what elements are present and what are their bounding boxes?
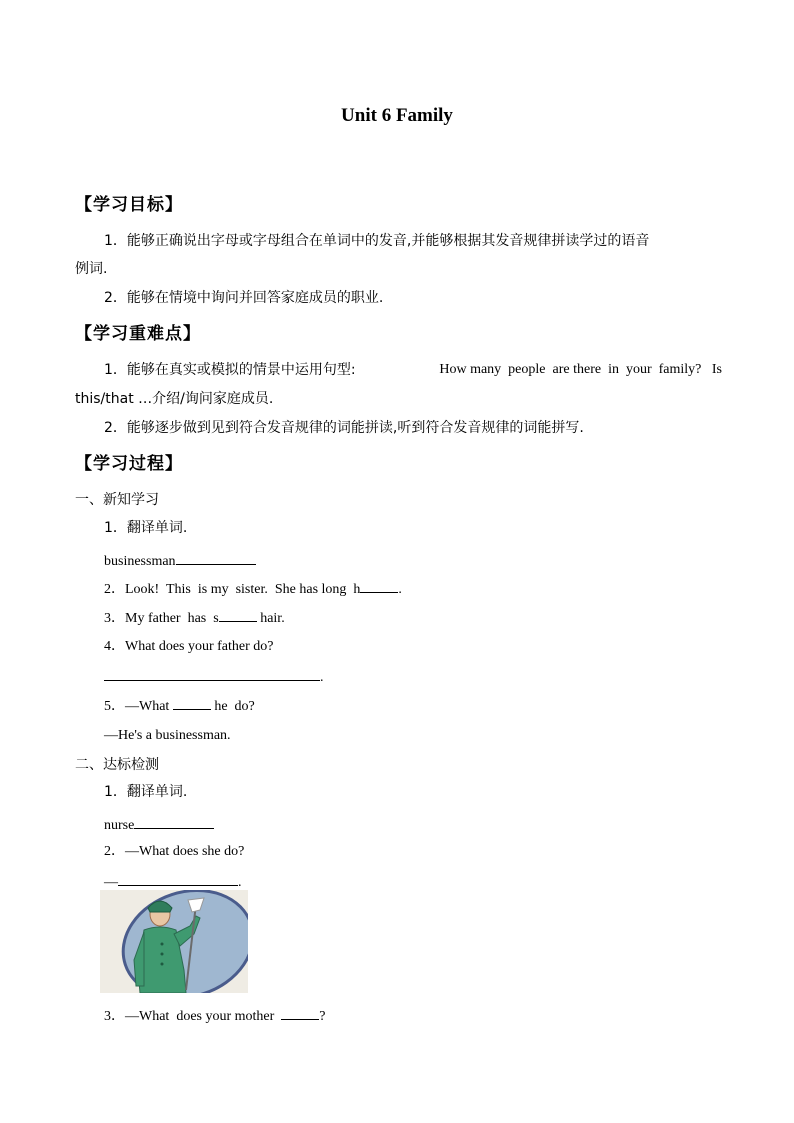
part-1-q1-word bbox=[104, 550, 256, 572]
part-1-q5 bbox=[104, 695, 255, 717]
key-point-1-line-1 bbox=[104, 360, 722, 380]
answer-blank[interactable] bbox=[118, 871, 238, 886]
part-2-q2-dash: — bbox=[104, 875, 118, 890]
objective-1-line-1: 1．能够正确说出字母或字母组合在单词中的发音,并能够根据其发音规律拼读学过的语音 bbox=[104, 233, 650, 249]
objective-2: 2．能够在情境中询问并回答家庭成员的职业. bbox=[104, 290, 384, 306]
key-point-1-en: How many people are there in your family? Is bbox=[439, 362, 722, 377]
key-point-1-cn: 1．能够在真实或模拟的情景中运用句型: bbox=[104, 362, 356, 378]
part-2-q1-word-text: nurse bbox=[104, 818, 135, 833]
answer-blank[interactable] bbox=[281, 1005, 319, 1020]
key-point-1-line-2: this/that …介绍/询问家庭成员. bbox=[75, 391, 274, 407]
part-1-q5-end: he do? bbox=[210, 699, 255, 714]
part-1-q3-end: hair. bbox=[256, 611, 285, 626]
part-1-q2 bbox=[104, 578, 402, 600]
part-2-q3 bbox=[104, 1005, 326, 1027]
nurse-illustration bbox=[100, 890, 248, 993]
answer-blank[interactable] bbox=[173, 695, 211, 710]
part-1-q2-text: 2．Look! This is my sister. She has long h bbox=[104, 582, 361, 597]
part-1-heading: 一、新知学习 bbox=[75, 492, 159, 508]
part-1-q5-text: 5．—What bbox=[104, 699, 173, 714]
part-2-q3-text: 3．—What does your mother bbox=[104, 1009, 282, 1024]
page-title: Unit 6 Family bbox=[341, 105, 453, 126]
part-2-q1: 1．翻译单词. bbox=[104, 784, 188, 800]
part-1-q5-answer: —He's a businessman. bbox=[104, 728, 231, 743]
part-1-q3 bbox=[104, 607, 285, 629]
answer-blank[interactable] bbox=[176, 550, 256, 565]
part-1-q1: 1．翻译单词. bbox=[104, 520, 188, 536]
part-1-q4-answer-line bbox=[104, 666, 324, 688]
heading-learning-objectives: 【学习目标】 bbox=[75, 195, 183, 215]
answer-blank[interactable] bbox=[360, 578, 398, 593]
part-1-q2-end: . bbox=[398, 582, 402, 597]
heading-key-points: 【学习重难点】 bbox=[75, 324, 201, 344]
part-2-heading: 二、达标检测 bbox=[75, 757, 159, 773]
part-1-q3-text: 3．My father has s bbox=[104, 611, 219, 626]
part-2-q2-end: . bbox=[238, 875, 242, 890]
part-2-q2: 2．—What does she do? bbox=[104, 844, 245, 859]
part-2-q1-word bbox=[104, 814, 214, 836]
answer-blank[interactable] bbox=[104, 666, 320, 681]
key-point-2: 2．能够逐步做到见到符合发音规律的词能拼读,听到符合发音规律的词能拼写. bbox=[104, 420, 584, 436]
part-1-q4: 4．What does your father do? bbox=[104, 639, 274, 654]
objective-1-line-2: 例词. bbox=[75, 261, 108, 277]
part-2-q3-end: ? bbox=[319, 1009, 326, 1024]
answer-blank[interactable] bbox=[134, 814, 214, 829]
part-1-q4-end: . bbox=[320, 670, 324, 685]
part-1-q1-word-text: businessman bbox=[104, 554, 176, 569]
nurse-illustration-svg bbox=[100, 890, 248, 993]
answer-blank[interactable] bbox=[219, 607, 257, 622]
heading-learning-process: 【学习过程】 bbox=[75, 454, 183, 474]
